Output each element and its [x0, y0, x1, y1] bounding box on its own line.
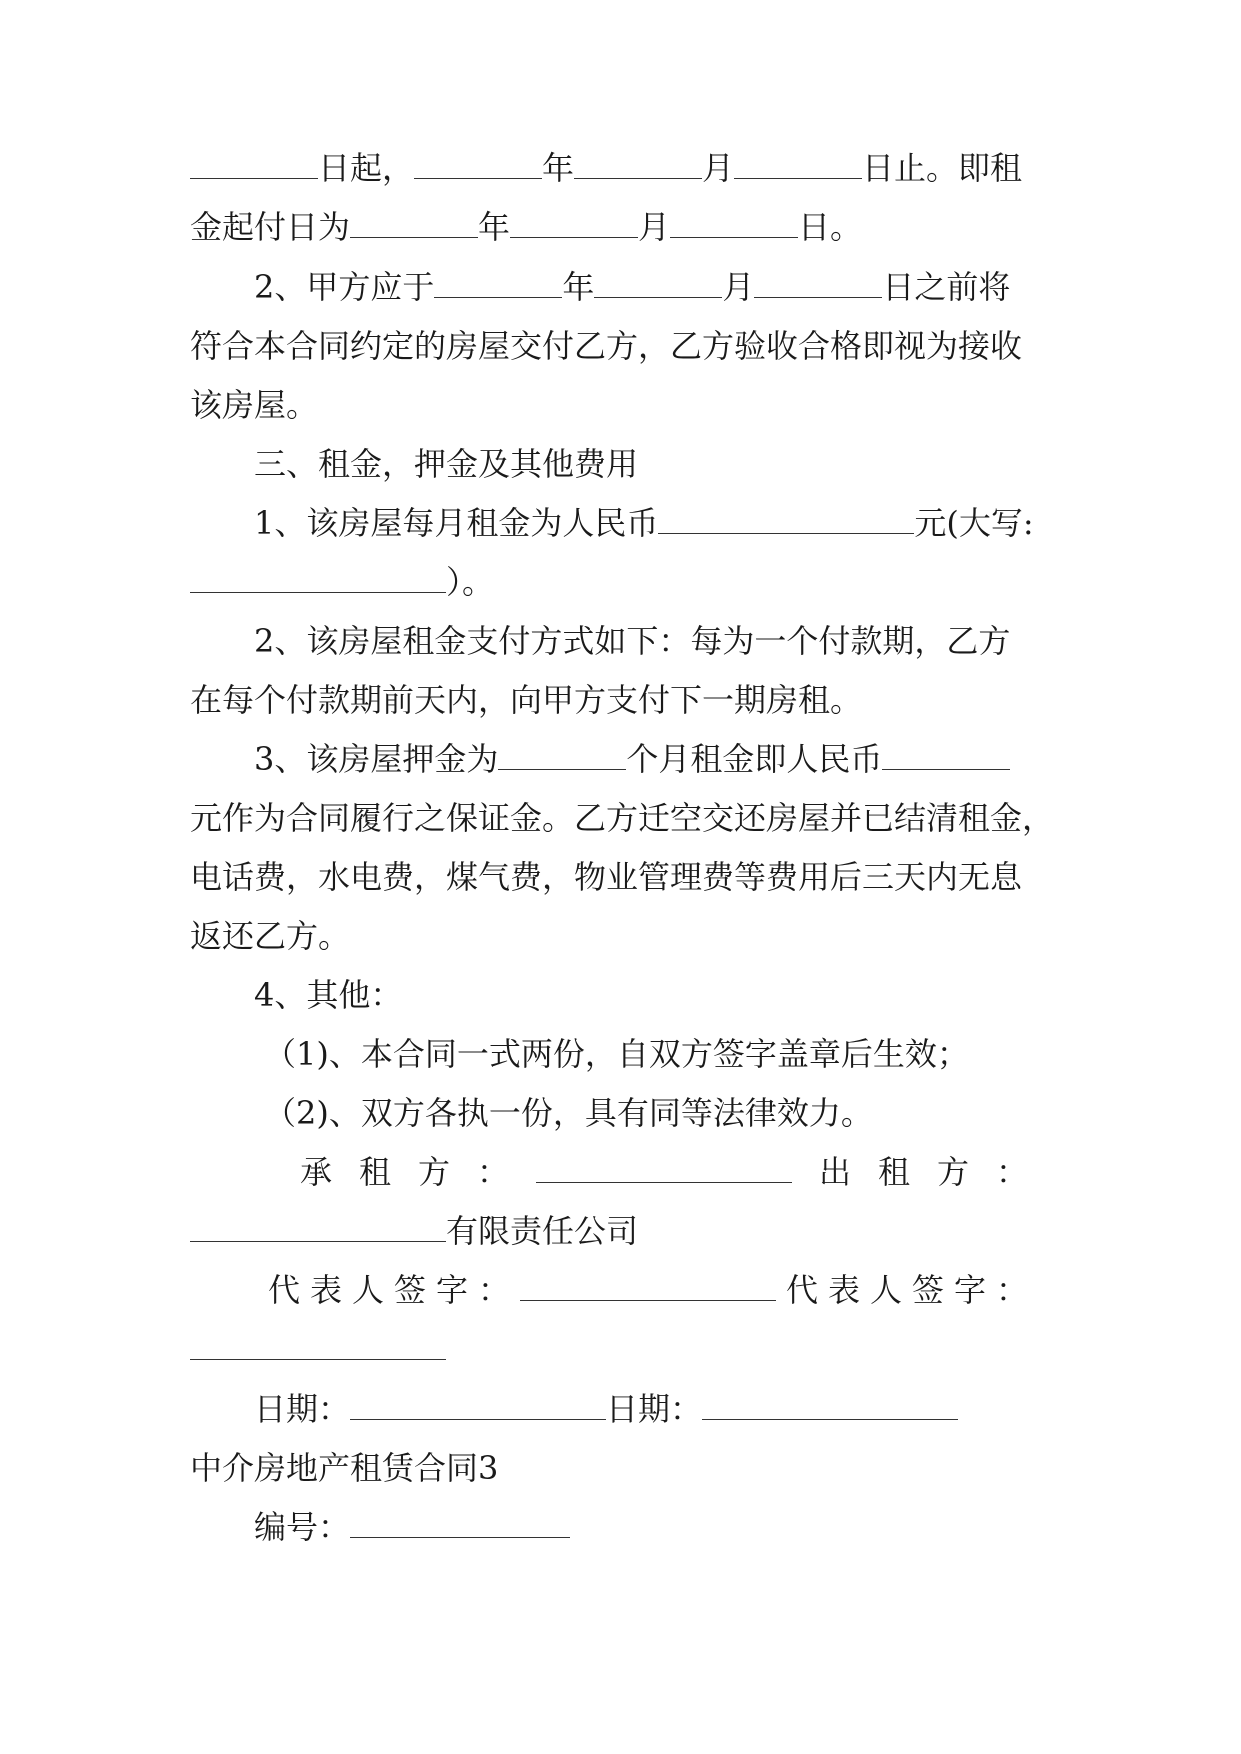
signature-blank: [190, 1211, 446, 1242]
paragraph-line: 该房屋。: [190, 386, 319, 424]
paragraph-line: ）。: [190, 562, 1048, 602]
blank-field: [594, 267, 722, 298]
paragraph-line: 符合本合同约定的房屋交付乙方，乙方验收合格即视为接收: [190, 327, 1023, 365]
blank-field: [414, 148, 542, 179]
paragraph-line: 有限责任公司: [190, 1211, 1048, 1251]
blank-field: [434, 267, 562, 298]
blank-field: [498, 739, 626, 770]
signature-blank: [520, 1270, 776, 1301]
date-line: 日期： 日期：: [254, 1389, 1112, 1429]
paragraph-line: （1)、本合同一式两份，自双方签字盖章后生效；: [264, 1035, 969, 1073]
blank-field: [658, 503, 914, 534]
paragraph-line: 1、该房屋每月租金为人民币 元(大写:: [254, 504, 1034, 542]
blank-field: [882, 739, 1010, 770]
blank-field: [734, 148, 862, 179]
blank-field: [510, 207, 638, 238]
signature-blank: [190, 1329, 446, 1360]
paragraph-line: 金起付日为 年 月 日。: [190, 208, 863, 246]
paragraph-line: 日起， 年 月 日止。即租: [190, 148, 1048, 188]
paragraph-line: 元作为合同履行之保证金。乙方迁空交还房屋并已结清租金，: [190, 799, 1055, 837]
number-blank: [350, 1507, 570, 1538]
blank-field: [670, 207, 798, 238]
paragraph-line: 返还乙方。: [190, 917, 351, 955]
blank-field: [190, 562, 446, 593]
paragraph-line: 2、甲方应于 年 月 日之前将: [254, 268, 1011, 306]
document-title: 中介房地产租赁合同3: [190, 1449, 499, 1487]
blank-field: [574, 148, 702, 179]
paragraph-line: 3、该房屋押金为 个月租金即人民币: [254, 739, 1112, 779]
number-line: 编号：: [254, 1507, 1112, 1547]
representative-row: 代 表 人 签 字 ： 代 表 人 签 字 ：: [268, 1271, 1028, 1309]
paragraph-line: 在每个付款期前天内，向甲方支付下一期房租。: [190, 681, 863, 719]
paragraph-line: 4、其他：: [254, 976, 403, 1014]
signature-row: 承 租 方 ： 出 租 方 ：: [300, 1153, 1028, 1191]
date-blank: [350, 1389, 606, 1420]
blank-field: [754, 267, 882, 298]
signature-blank: [536, 1152, 792, 1183]
paragraph-line: [190, 1329, 1048, 1369]
blank-field: [190, 148, 318, 179]
paragraph-line: （2)、双方各执一份，具有同等法律效力。: [264, 1094, 873, 1132]
section-heading: 三、租金，押金及其他费用: [254, 445, 639, 483]
blank-field: [350, 207, 478, 238]
paragraph-line: 2、该房屋租金支付方式如下：每为一个付款期，乙方: [254, 622, 1011, 660]
paragraph-line: 电话费，水电费，煤气费，物业管理费等费用后三天内无息: [190, 858, 1023, 896]
date-blank: [702, 1389, 958, 1420]
